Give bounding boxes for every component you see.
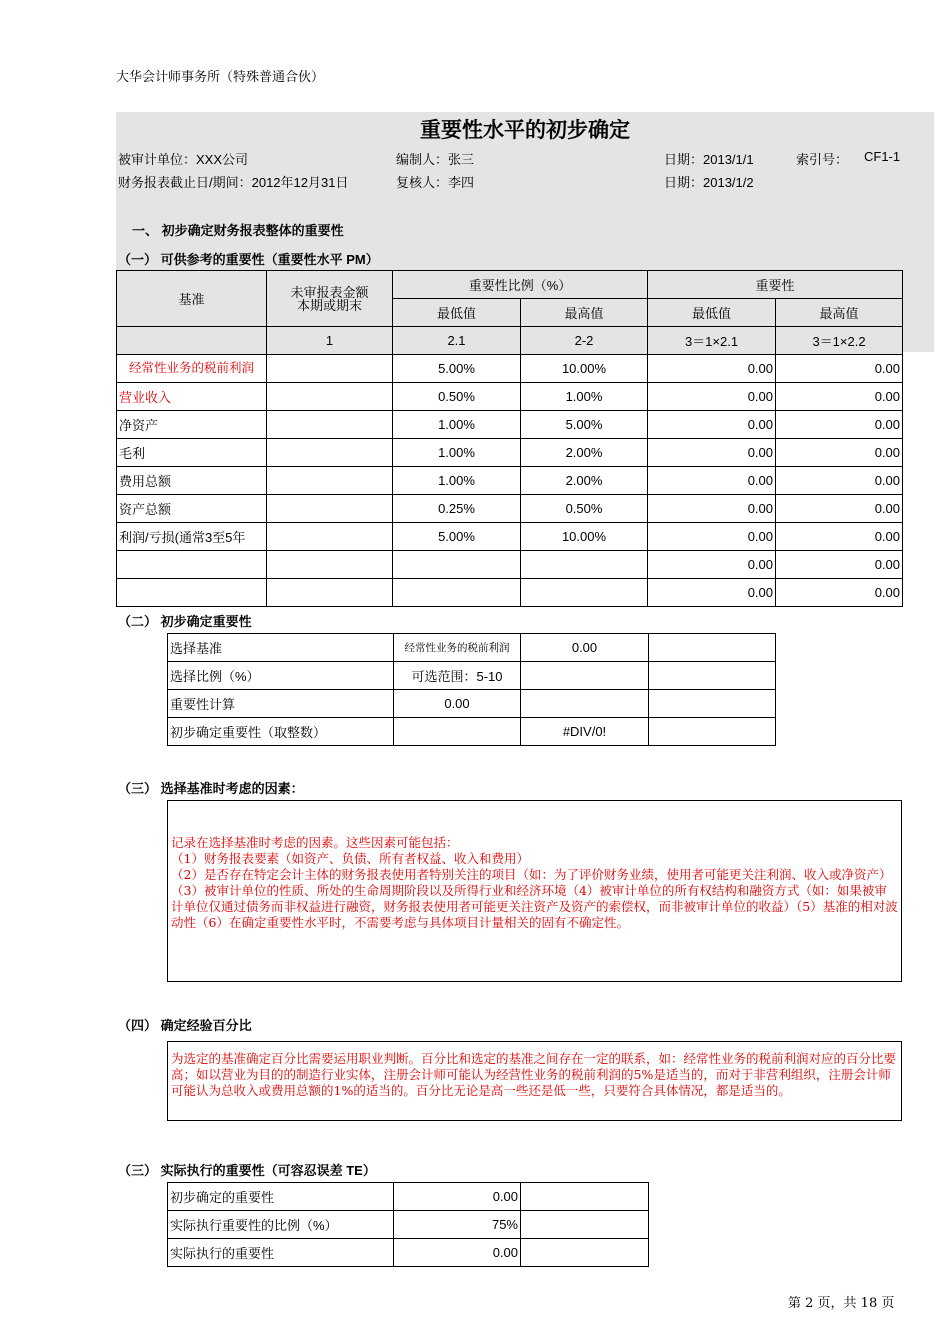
te-row2-label: 实际执行重要性的比例（%） <box>168 1211 394 1239</box>
percentage-textbox[interactable] <box>167 1041 902 1121</box>
mat-min-cell: 0.00 <box>648 355 776 383</box>
basis-dropdown[interactable]: 经常性业务的税前利润 <box>394 634 521 662</box>
mat-max-cell: 0.00 <box>776 355 903 383</box>
col-amount-line1: 未审报表金额 <box>290 284 369 300</box>
empty-cell <box>394 718 521 746</box>
factors-text-line2: （1）财务报表要素（如资产、负债、所有者权益、收入和费用） <box>171 851 529 866</box>
section3-title: （三） 选择基准时考虑的因素： <box>118 781 304 796</box>
col-materiality-header: 重要性 <box>648 271 903 299</box>
amount-cell[interactable] <box>267 411 393 439</box>
basis-cell[interactable] <box>117 551 267 579</box>
table-row <box>168 634 776 662</box>
mat-max-cell: 0.00 <box>776 439 903 467</box>
empty-cell <box>649 662 776 690</box>
performance-materiality-table <box>167 1182 649 1267</box>
te-row3-value: 0.00 <box>394 1239 521 1267</box>
mat-max-header: 最高值 <box>776 299 903 327</box>
index-label: 索引号： <box>796 152 849 167</box>
table-row <box>117 495 903 523</box>
mat-max-cell: 0.00 <box>776 467 903 495</box>
basis-cell[interactable] <box>117 579 267 607</box>
period-label: 财务报表截止日/期间：2012年12月31日 <box>118 175 349 190</box>
index-3-1: 3＝1×2.1 <box>648 327 776 355</box>
mat-max-cell: 0.00 <box>776 411 903 439</box>
ratio-max-header: 最高值 <box>521 299 648 327</box>
basis-cell: 利润/亏损(通常3至5年 <box>117 523 267 551</box>
mat-min-cell: 0.00 <box>648 467 776 495</box>
mat-max-cell: 0.00 <box>776 523 903 551</box>
ratio-min-cell: 5.00% <box>393 523 521 551</box>
index-2-1: 2.1 <box>393 327 521 355</box>
basis-cell: 毛利 <box>117 439 267 467</box>
basis-cell: 资产总额 <box>117 495 267 523</box>
ratio-max-cell: 5.00% <box>521 411 648 439</box>
te-row1-value: 0.00 <box>394 1183 521 1211</box>
index-value: CF1-1 <box>864 149 901 164</box>
basis-cell: 经常性业务的税前利润 <box>117 355 267 383</box>
section4-title: （四） 确定经验百分比 <box>118 1018 252 1033</box>
select-ratio-label: 选择比例（%） <box>168 662 394 690</box>
index-blank <box>117 327 267 355</box>
table-row <box>168 718 776 746</box>
calc-label: 重要性计算 <box>168 690 394 718</box>
table-row <box>117 579 903 607</box>
amount-cell[interactable] <box>267 467 393 495</box>
col-amount-header <box>267 271 393 327</box>
table-row <box>117 355 903 383</box>
te-row1-label: 初步确定的重要性 <box>168 1183 394 1211</box>
ratio-max-cell: 2.00% <box>521 439 648 467</box>
ratio-min-cell: 5.00% <box>393 355 521 383</box>
ratio-range: 可选范围：5-10 <box>394 662 521 690</box>
empty-cell <box>521 1239 649 1267</box>
factors-text-line3: （2）是否存在特定会计主体的财务报表使用者特别关注的项目（如：为了评价财务业绩，使用者可能更关注利润、收入或净资产）（3）被审计单位的性质、所处的生命周期阶段以及所得行业和经济环境（4）被审计单位的所有权结构和融资方式（如：如果被审计单位仅通过债务而非权益进行融资，财务报表使用者可能更关注资产及资产的索偿权，而非被审计单位的收益）（5）基准的相对波动性（6）在确定重要性水平时，不需要考虑与具体项目计量相关的固有不确定性。 <box>171 867 898 930</box>
empty-cell <box>521 1211 649 1239</box>
amount-cell[interactable] <box>267 523 393 551</box>
col-amount-line2: 本期或期末 <box>296 297 362 313</box>
preliminary-materiality-table <box>167 633 776 746</box>
index-3-2: 3＝1×2.2 <box>776 327 903 355</box>
date1-label: 日期：2013/1/1 <box>664 152 754 167</box>
factors-text-line1: 记录在选择基准时考虑的因素。这些因素可能包括： <box>171 835 459 850</box>
mat-min-cell: 0.00 <box>648 383 776 411</box>
mat-min-header: 最低值 <box>648 299 776 327</box>
basis-amount: 0.00 <box>521 634 649 662</box>
preparer-label: 编制人：张三 <box>396 152 475 167</box>
empty-cell <box>649 718 776 746</box>
prelim-label: 初步确定重要性（取整数） <box>168 718 394 746</box>
empty-cell <box>521 1183 649 1211</box>
select-basis-label: 选择基准 <box>168 634 394 662</box>
basis-cell: 营业收入 <box>117 383 267 411</box>
ratio-min-cell[interactable] <box>393 579 521 607</box>
empty-cell <box>649 634 776 662</box>
table-row <box>168 1239 649 1267</box>
table-row <box>117 411 903 439</box>
col-ratio-header: 重要性比例（%） <box>393 271 648 299</box>
amount-cell[interactable] <box>267 355 393 383</box>
ratio-max-cell[interactable] <box>521 551 648 579</box>
page-title: 重要性水平的初步确定 <box>420 119 630 142</box>
section2-title: （二） 初步确定重要性 <box>118 614 252 629</box>
table-row <box>168 662 776 690</box>
basis-cell: 净资产 <box>117 411 267 439</box>
index-1: 1 <box>267 327 393 355</box>
mat-min-cell: 0.00 <box>648 551 776 579</box>
mat-max-cell: 0.00 <box>776 495 903 523</box>
amount-cell[interactable] <box>267 495 393 523</box>
empty-cell <box>521 690 649 718</box>
table-row <box>117 467 903 495</box>
section5-title: （三） 实际执行的重要性（可容忍误差 TE） <box>118 1163 376 1178</box>
amount-cell[interactable] <box>267 551 393 579</box>
ratio-min-cell: 1.00% <box>393 467 521 495</box>
mat-min-cell: 0.00 <box>648 411 776 439</box>
empty-cell <box>649 690 776 718</box>
ratio-max-cell[interactable] <box>521 579 648 607</box>
table-row <box>117 383 903 411</box>
basis-cell: 费用总额 <box>117 467 267 495</box>
mat-min-cell: 0.00 <box>648 579 776 607</box>
ratio-max-cell: 1.00% <box>521 383 648 411</box>
reviewer-label: 复核人：李四 <box>396 175 475 190</box>
te-row3-label: 实际执行的重要性 <box>168 1239 394 1267</box>
ratio-max-cell: 10.00% <box>521 523 648 551</box>
amount-cell[interactable] <box>267 439 393 467</box>
ratio-max-cell: 0.50% <box>521 495 648 523</box>
mat-max-cell: 0.00 <box>776 551 903 579</box>
percentage-text: 为选定的基准确定百分比需要运用职业判断。百分比和选定的基准之间存在一定的联系，如：经常性业务的税前利润对应的百分比要高；如以营业为目的的制造行业实体，注册会计师可能认为经营性业务的税前利润的5%是适当的，而对于非营利组织，注册会计师可能认为总收入或费用总额的1%的适当的。百分比无论是高一些还是低一些，只要符合具体情况，都是适当的。 <box>171 1051 897 1098</box>
section1-title: 一、 初步确定财务报表整体的重要性 <box>132 223 344 238</box>
table-row <box>168 690 776 718</box>
ratio-max-cell: 10.00% <box>521 355 648 383</box>
mat-min-cell: 0.00 <box>648 523 776 551</box>
mat-min-cell: 0.00 <box>648 495 776 523</box>
client-label: 被审计单位：XXX公司 <box>118 152 249 167</box>
col-basis-header: 基准 <box>117 271 267 327</box>
ratio-min-cell[interactable] <box>393 551 521 579</box>
prelim-value: #DIV/0! <box>521 718 649 746</box>
te-row2-value[interactable]: 75% <box>394 1211 521 1239</box>
reference-materiality-table <box>116 270 903 607</box>
amount-cell[interactable] <box>267 579 393 607</box>
table-row <box>168 1183 649 1211</box>
table-row <box>168 1211 649 1239</box>
page-number: 第 2 页，共 18 页 <box>788 1296 895 1311</box>
ratio-max-cell: 2.00% <box>521 467 648 495</box>
table-row <box>117 439 903 467</box>
factors-textbox[interactable] <box>167 800 902 982</box>
section1-sub-title: （一） 可供参考的重要性（重要性水平 PM） <box>118 252 379 267</box>
ratio-min-header: 最低值 <box>393 299 521 327</box>
firm-name: 大华会计师事务所（特殊普通合伙） <box>116 70 325 85</box>
calc-value: 0.00 <box>394 690 521 718</box>
mat-max-cell: 0.00 <box>776 383 903 411</box>
date2-label: 日期：2013/1/2 <box>664 175 754 190</box>
table-row <box>117 551 903 579</box>
mat-max-cell: 0.00 <box>776 579 903 607</box>
mat-min-cell: 0.00 <box>648 439 776 467</box>
amount-cell[interactable] <box>267 383 393 411</box>
ratio-input[interactable] <box>521 662 649 690</box>
table-row <box>117 523 903 551</box>
ratio-min-cell: 0.50% <box>393 383 521 411</box>
ratio-min-cell: 0.25% <box>393 495 521 523</box>
ratio-min-cell: 1.00% <box>393 411 521 439</box>
index-2-2: 2-2 <box>521 327 648 355</box>
ratio-min-cell: 1.00% <box>393 439 521 467</box>
